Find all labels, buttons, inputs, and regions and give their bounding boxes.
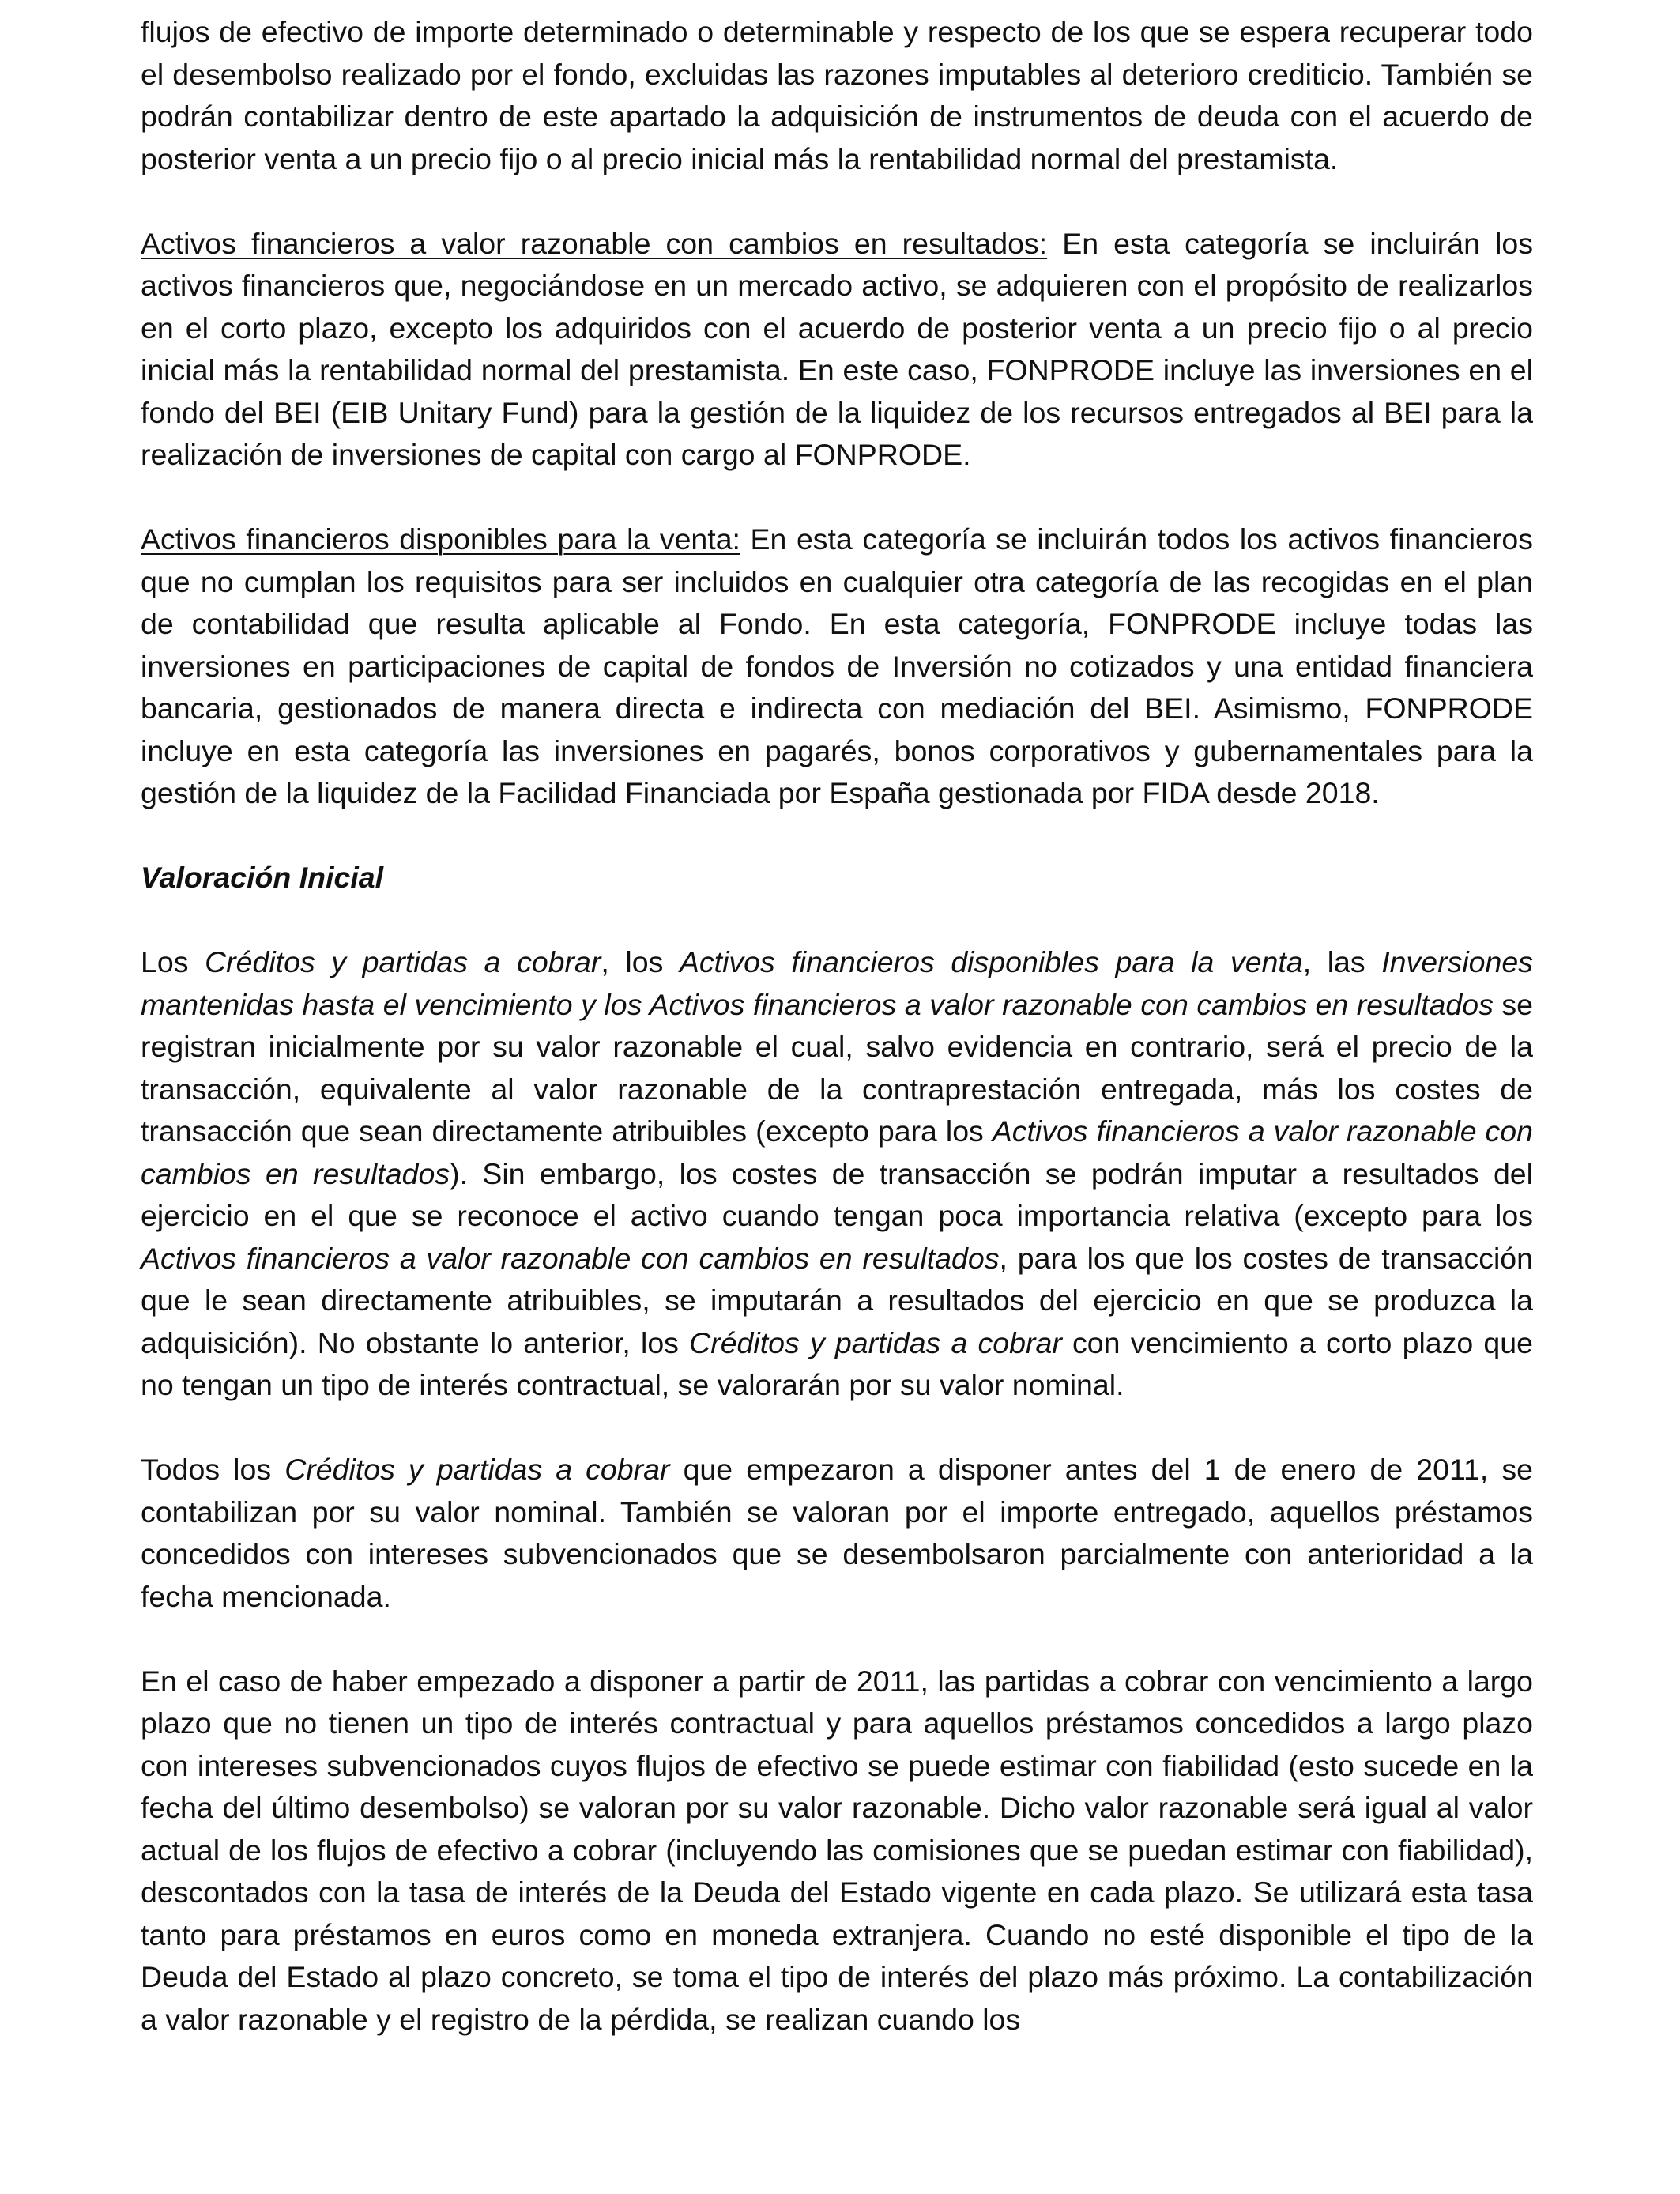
text-run: , los (601, 945, 680, 978)
text-run: Todos los (141, 1453, 285, 1486)
text-run: ). Sin embargo, los costes de transacción se podrán imputar a resultados del ejercicio en el que se reconoce el activo cuando tengan poca importancia relativa (excepto para los (141, 1156, 1533, 1232)
paragraph-post-2011: En el caso de haber empezado a disponer a partir de 2011, las partidas a cobrar con vencimiento a largo plazo que no tienen un tipo de interés contractual y para aquellos préstamos concedidos a largo plazo con intereses subvencionados cuyos flujos de efectivo se puede estimar con fiabilidad (esto sucede en la fecha del último desembolso) se valoran por su valor razonable. Dicho valor razonable será igual al valor actual de los flujos de efectivo a cobrar (incluyendo las comisiones que se puedan estimar con fiabilidad), descontados con la tasa de interés de la Deuda del Estado vigente en cada plazo. Se utilizará esta tasa tanto para préstamos en euros como en moneda extranjera. Cuando no esté disponible el tipo de la Deuda del Estado al plazo concreto, se toma el tipo de interés del plazo más próximo. La contabilización a valor razonable y el registro de la pérdida, se realizan cuando los (141, 1664, 1533, 2036)
italic-term: Créditos y partidas a cobrar (205, 945, 601, 978)
paragraph-text: En esta categoría se incluirán todos los activos financieros que no cumplan los requisitos para ser incluidos en cualquier otra categoría de las recogidas en el plan de contabilidad que resulta aplicable al Fondo. En esta categoría, FONPRODE incluye todas las inversiones en participaciones de capital de fondos de Inversión no cotizados y una entidad financiera bancaria, gestionados de manera directa e indirecta con mediación del BEI. Asimismo, FONPRODE incluye en esta categoría las inversiones en pagarés, bonos corporativos y gubernamentales para la gestión de la liquidez de la Facilidad Financiada por España gestionada por FIDA desde 2018. (141, 522, 1533, 809)
document-page (141, 11, 1533, 2083)
italic-term: Créditos y partidas a cobrar (689, 1325, 1062, 1359)
italic-term: Activos financieros a valor razonable con cambios en resultados (141, 1114, 1533, 1190)
paragraph-afs (141, 518, 1533, 815)
text-run: que empezaron a disponer antes del 1 de enero de 2011, se contabilizan por su valor nominal. También se valoran por el importe entregado, aquellos préstamos concedidos con intereses subvencionados que se desembolsaron parcialmente con anterioridad a la fecha mencionada. (141, 1453, 1534, 1613)
section-heading: Valoración Inicial (141, 861, 384, 894)
italic-term: Activos financieros disponibles para la venta (679, 945, 1303, 978)
italic-term: Activos financieros a valor razonable con cambios en resultados (141, 1241, 1000, 1275)
paragraph-initial-valuation (141, 941, 1533, 1407)
italic-term: Créditos y partidas a cobrar (284, 1453, 670, 1486)
paragraph-intro: flujos de efectivo de importe determinado o determinable y respecto de los que se espera recuperar todo el desembolso realizado por el fondo, excluidas las razones imputables al deterioro crediticio. También se podrán contabilizar dentro de este apartado la adquisición de instrumentos de deuda con el acuerdo de posterior venta a un precio fijo o al precio inicial más la rentabilidad normal del prestamista. (141, 15, 1533, 175)
text-run: Los (141, 945, 205, 978)
paragraph-text: En esta categoría se incluirán los activos financieros que, negociándose en un mercado activo, se adquieren con el propósito de realizarlos en el corto plazo, excepto los adquiridos con el acuerdo de posterior venta a un precio fijo o al precio inicial más la rentabilidad normal del prestamista. En este caso, FONPRODE incluye las inversiones en el fondo del BEI (EIB Unitary Fund) para la gestión de la liquidez de los recursos entregados al BEI para la realización de inversiones de capital con cargo al FONPRODE. (141, 226, 1534, 471)
paragraph-fvtpl (141, 223, 1533, 477)
text-run: , las (1302, 945, 1382, 978)
paragraph-pre-2011 (141, 1449, 1533, 1618)
text-run: , para los que los costes de transacción que le sean directamente atribuibles, se imputarán a resultados del ejercicio en que se produzca la adquisición). No obstante lo anterior, los (141, 1241, 1533, 1359)
term-fvtpl-heading: Activos financieros a valor razonable con cambios en resultados: (141, 226, 1048, 260)
text-run: se registran inicialmente por su valor razonable el cual, salvo evidencia en contrario, será el precio de la transacción, equivalente al valor razonable de la contraprestación entregada, más los costes de transacción que sean directamente atribuibles (excepto para los (141, 987, 1533, 1148)
text-run: con vencimiento a corto plazo que no tengan un tipo de interés contractual, se valorarán por su valor nominal. (141, 1325, 1533, 1401)
term-afs-heading: Activos financieros disponibles para la venta: (141, 522, 740, 556)
italic-term: Inversiones mantenidas hasta el vencimiento y los Activos financieros a valor razonable con cambios en resultados (141, 945, 1534, 1021)
